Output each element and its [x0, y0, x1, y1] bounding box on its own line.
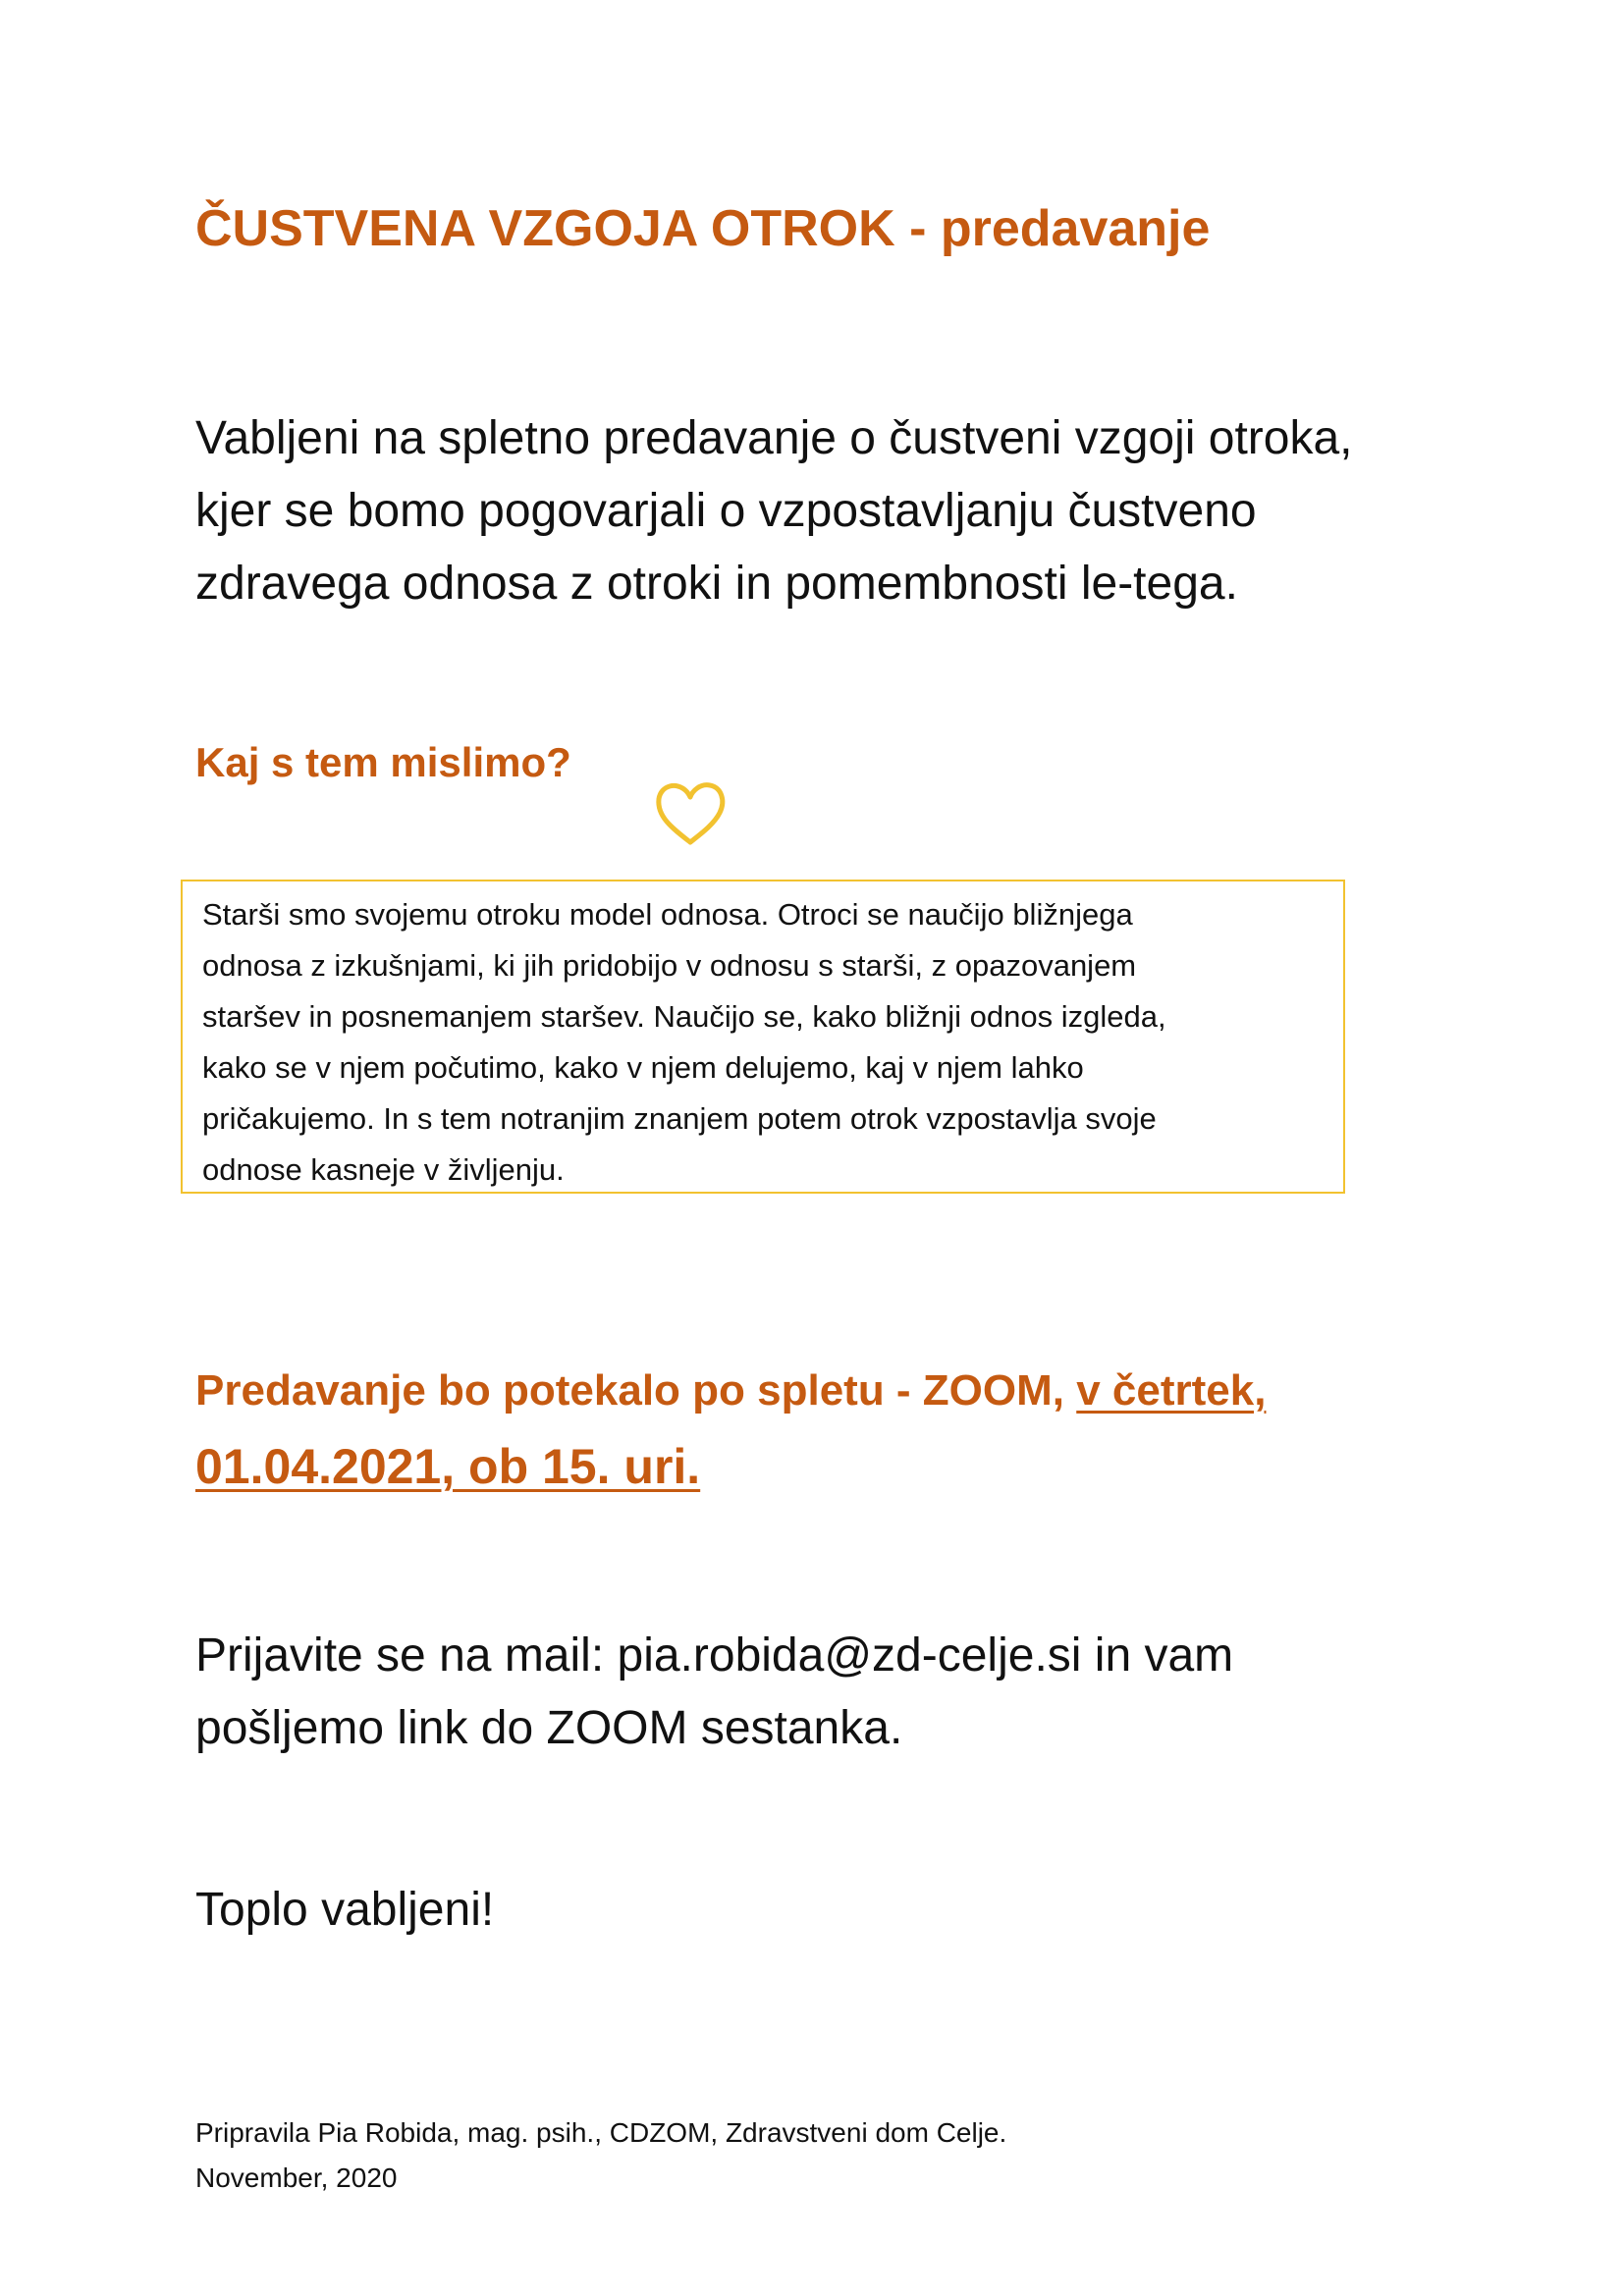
signup-line: Prijavite se na mail: pia.robida@zd-celje.si in vam — [195, 1629, 1234, 1682]
intro-line: zdravega odnosa z otroki in pomembnosti le-tega. — [195, 558, 1238, 610]
footer-author: Pripravila Pia Robida, mag. psih., CDZOM, Zdravstveni dom Celje. — [195, 2117, 1007, 2148]
signup-paragraph — [195, 1620, 1521, 1765]
info-box-line: Starši smo svojemu otroku model odnosa. Otroci se naučijo bližnjega — [202, 897, 1133, 932]
page-title: ČUSTVENA VZGOJA OTROK - predavanje — [195, 200, 1211, 257]
heart-outline-icon — [651, 774, 730, 852]
event-date-day: v četrtek, — [1076, 1366, 1267, 1415]
intro-paragraph — [195, 402, 1491, 620]
event-announcement — [195, 1355, 1521, 1506]
event-text: Predavanje bo potekalo po spletu - ZOOM, — [195, 1366, 1077, 1415]
info-box-line: odnosa z izkušnjami, ki jih pridobijo v odnosu s starši, z opazovanjem — [202, 948, 1137, 983]
intro-line: kjer se bomo pogovarjali o vzpostavljanju čustveno — [195, 485, 1257, 537]
section-heading: Kaj s tem mislimo? — [195, 739, 571, 785]
closing-text: Toplo vabljeni! — [195, 1884, 495, 1936]
event-line-2 — [195, 1427, 1521, 1506]
info-box-line: pričakujemo. In s tem notranjim znanjem potem otrok vzpostavlja svoje — [202, 1101, 1157, 1136]
event-date-time: 01.04.2021, ob 15. uri. — [195, 1439, 701, 1494]
signup-line: pošljemo link do ZOOM sestanka. — [195, 1702, 903, 1754]
intro-line: Vabljeni na spletno predavanje o čustveni vzgoji otroka, — [195, 412, 1353, 464]
info-box-line: kako se v njem počutimo, kako v njem delujemo, kaj v njem lahko — [202, 1050, 1084, 1085]
footer-date: November, 2020 — [195, 2163, 398, 2193]
info-box-line: staršev in posnemanjem staršev. Naučijo se, kako bližnji odnos izgleda, — [202, 999, 1166, 1034]
info-box-line: odnose kasneje v življenju. — [202, 1152, 565, 1187]
info-box-text — [202, 889, 1341, 1196]
event-line-1 — [195, 1355, 1521, 1427]
footer — [195, 2110, 1006, 2201]
